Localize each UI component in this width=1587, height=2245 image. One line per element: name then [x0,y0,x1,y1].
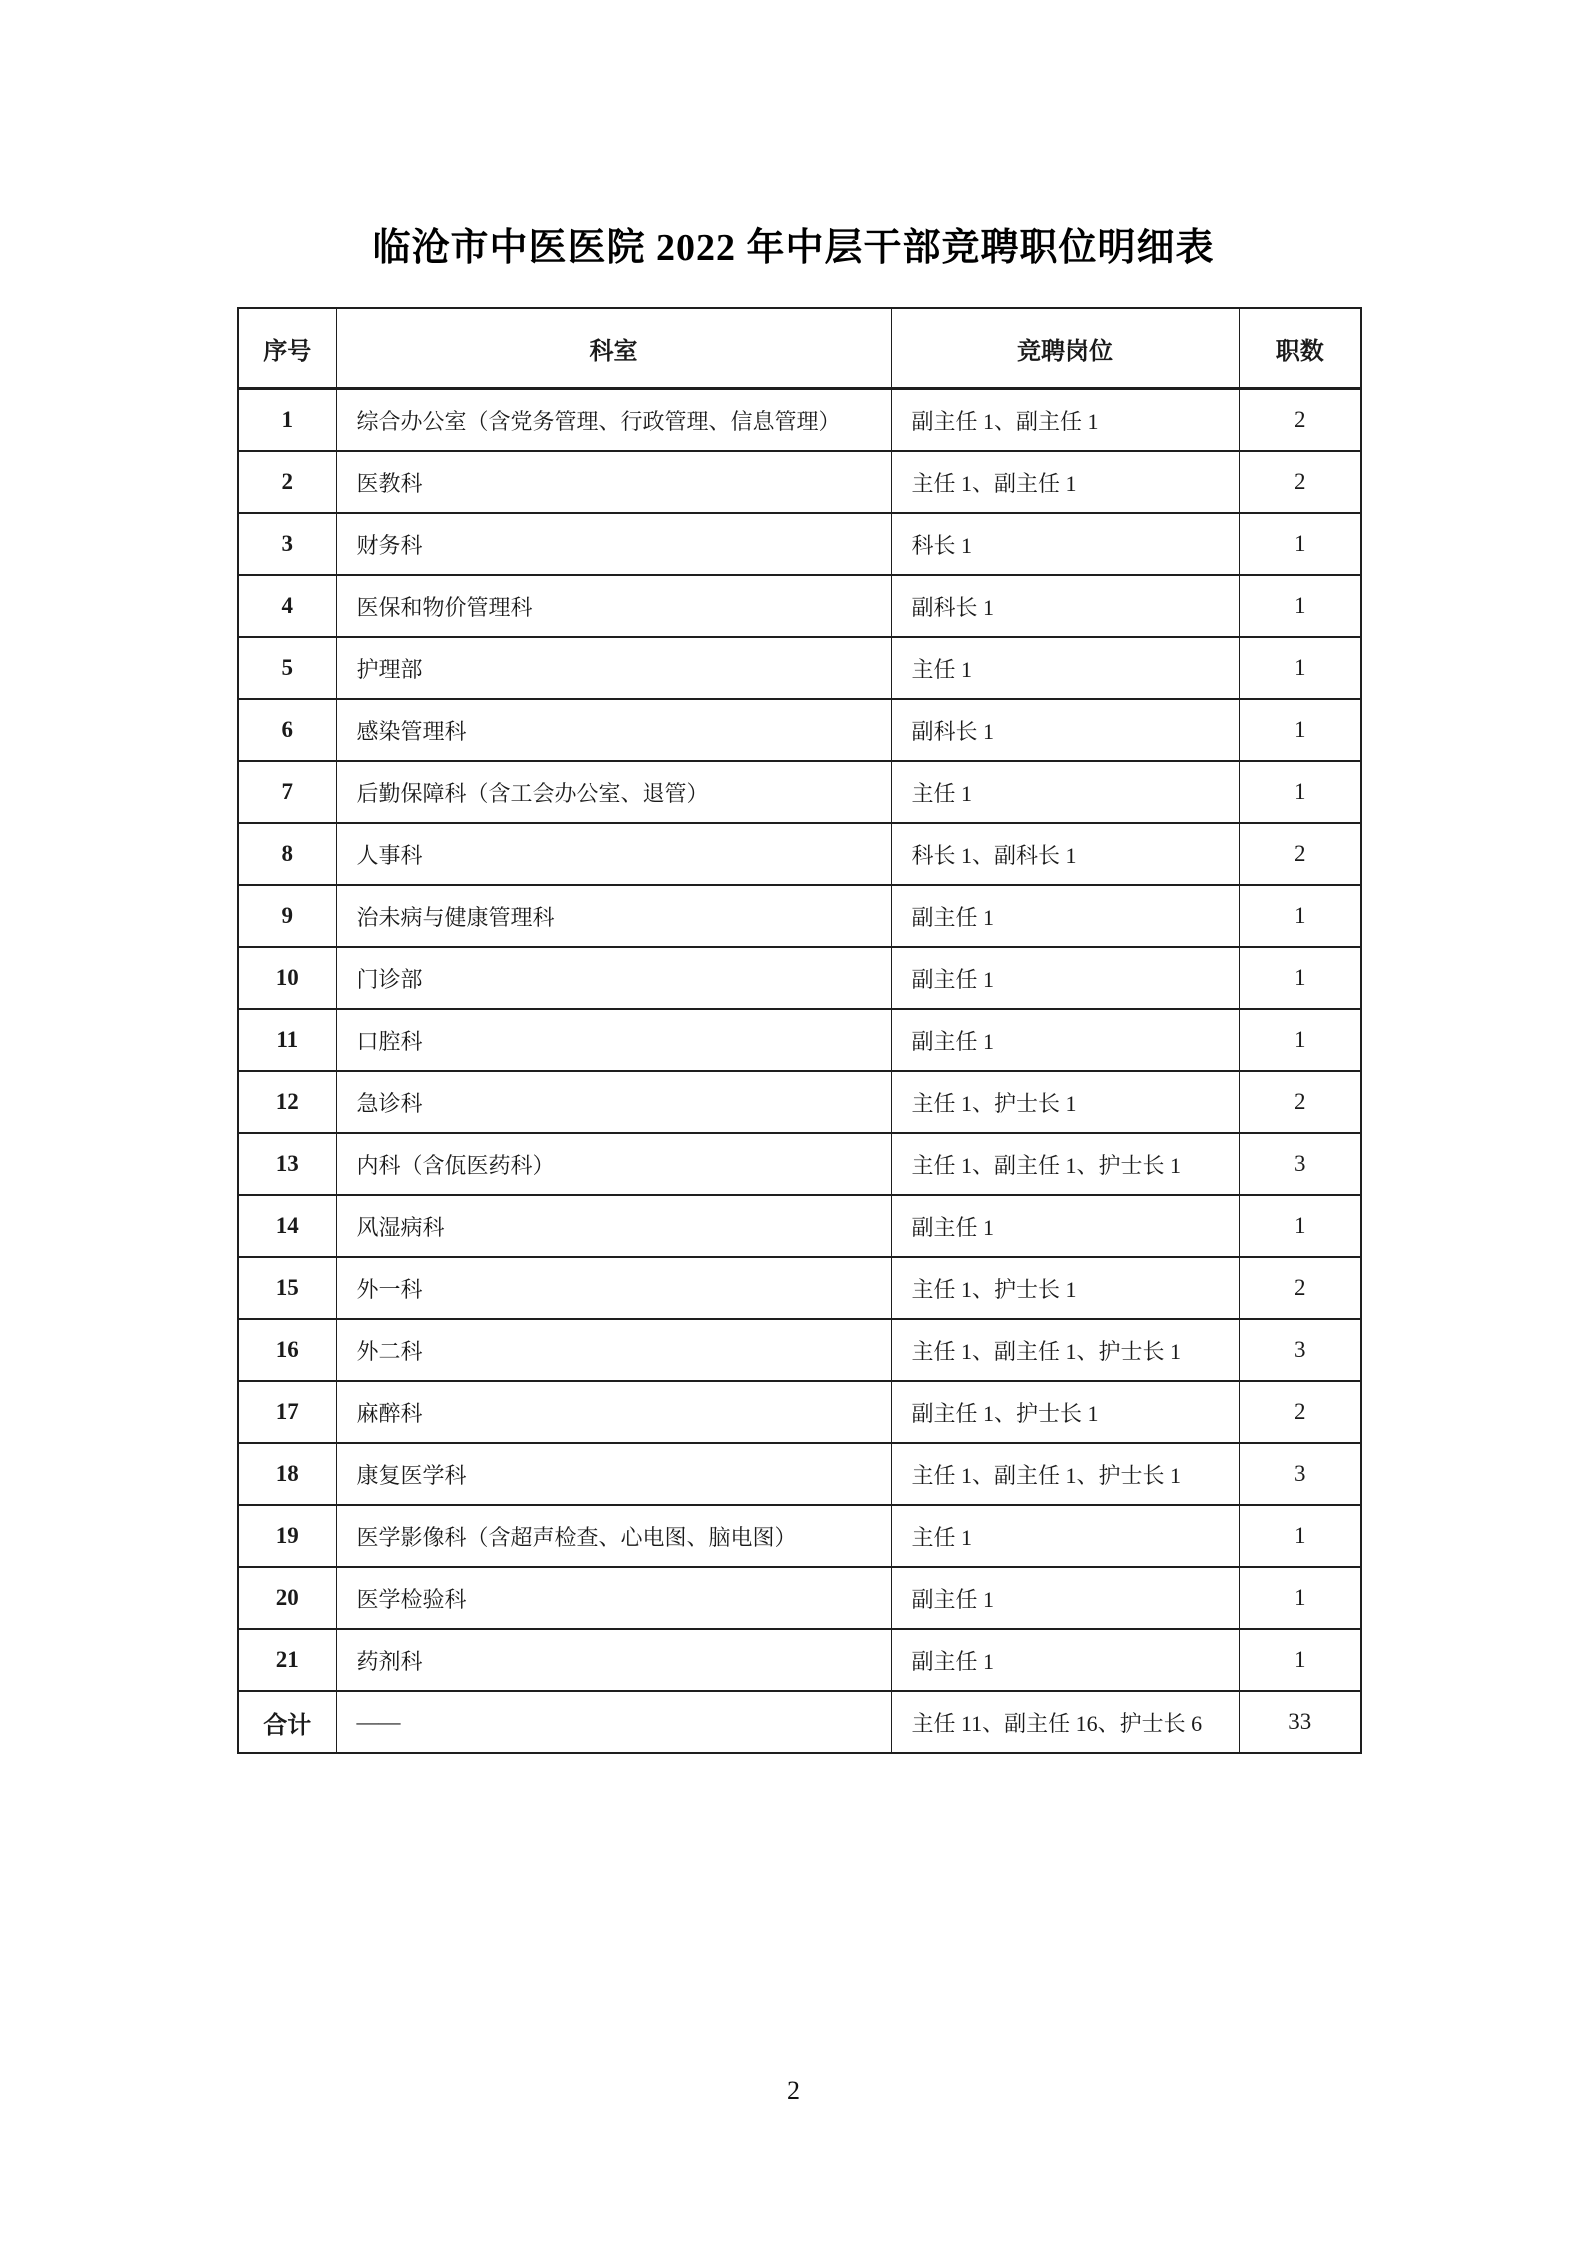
position-table [237,307,1362,1754]
cell-index: 1 [238,389,336,452]
cell-positions: 主任 1、副主任 1、护士长 1 [891,1133,1239,1195]
cell-positions: 主任 1、副主任 1、护士长 1 [891,1319,1239,1381]
table-row [238,513,1361,575]
cell-count: 2 [1239,1257,1361,1319]
cell-count: 1 [1239,575,1361,637]
table-row [238,1257,1361,1319]
cell-index: 5 [238,637,336,699]
table-body [238,389,1361,1754]
table-row [238,575,1361,637]
cell-positions: 副主任 1 [891,1195,1239,1257]
header-cell-department: 科室 [336,308,891,389]
cell-index: 6 [238,699,336,761]
page-title: 临沧市中医医院 2022 年中层干部竞聘职位明细表 [372,227,1215,269]
table-row [238,1381,1361,1443]
table-row [238,699,1361,761]
cell-index: 11 [238,1009,336,1071]
cell-department: 感染管理科 [336,699,891,761]
cell-index: 7 [238,761,336,823]
cell-count: 3 [1239,1133,1361,1195]
cell-positions: 科长 1、副科长 1 [891,823,1239,885]
cell-index: 合计 [238,1691,336,1753]
cell-positions: 主任 1、副主任 1、护士长 1 [891,1443,1239,1505]
cell-positions: 主任 1、护士长 1 [891,1257,1239,1319]
cell-positions: 副主任 1 [891,1629,1239,1691]
cell-count: 1 [1239,637,1361,699]
cell-positions: 副主任 1、副主任 1 [891,389,1239,452]
cell-positions: 主任 1、护士长 1 [891,1071,1239,1133]
table-row [238,947,1361,1009]
cell-index: 19 [238,1505,336,1567]
cell-count: 33 [1239,1691,1361,1753]
table-row [238,451,1361,513]
cell-index: 12 [238,1071,336,1133]
cell-count: 1 [1239,885,1361,947]
cell-count: 1 [1239,513,1361,575]
cell-department: 外二科 [336,1319,891,1381]
cell-department: 护理部 [336,637,891,699]
cell-index: 14 [238,1195,336,1257]
cell-index: 2 [238,451,336,513]
cell-department: 康复医学科 [336,1443,891,1505]
cell-index: 21 [238,1629,336,1691]
cell-department: 风湿病科 [336,1195,891,1257]
cell-count: 3 [1239,1319,1361,1381]
cell-department: 后勤保障科（含工会办公室、退管） [336,761,891,823]
cell-positions: 主任 1、副主任 1 [891,451,1239,513]
cell-index: 10 [238,947,336,1009]
cell-positions: 主任 11、副主任 16、护士长 6 [891,1691,1239,1753]
table-row [238,885,1361,947]
cell-count: 1 [1239,699,1361,761]
table-row [238,1567,1361,1629]
cell-positions: 科长 1 [891,513,1239,575]
cell-count: 1 [1239,1567,1361,1629]
cell-department: 口腔科 [336,1009,891,1071]
cell-positions: 副主任 1 [891,885,1239,947]
cell-count: 2 [1239,451,1361,513]
cell-count: 2 [1239,389,1361,452]
cell-index: 13 [238,1133,336,1195]
cell-count: 1 [1239,1629,1361,1691]
cell-count: 1 [1239,947,1361,1009]
table-row [238,823,1361,885]
cell-index: 9 [238,885,336,947]
table-row [238,1009,1361,1071]
cell-department: 治未病与健康管理科 [336,885,891,947]
cell-department: 外一科 [336,1257,891,1319]
cell-index: 17 [238,1381,336,1443]
cell-count: 3 [1239,1443,1361,1505]
table-row [238,1505,1361,1567]
table-row [238,1133,1361,1195]
table-row [238,1071,1361,1133]
cell-index: 20 [238,1567,336,1629]
header-cell-index: 序号 [238,308,336,389]
cell-department: 急诊科 [336,1071,891,1133]
cell-index: 15 [238,1257,336,1319]
table-row [238,637,1361,699]
cell-department: 内科（含佤医药科） [336,1133,891,1195]
page-number: 2 [787,2076,800,2105]
cell-positions: 副科长 1 [891,575,1239,637]
table-row [238,761,1361,823]
cell-department: 医保和物价管理科 [336,575,891,637]
cell-index: 8 [238,823,336,885]
cell-positions: 副科长 1 [891,699,1239,761]
cell-department: —— [336,1691,891,1753]
cell-department: 药剂科 [336,1629,891,1691]
cell-positions: 副主任 1、护士长 1 [891,1381,1239,1443]
cell-index: 3 [238,513,336,575]
cell-department: 综合办公室（含党务管理、行政管理、信息管理） [336,389,891,452]
cell-positions: 主任 1 [891,637,1239,699]
cell-count: 1 [1239,1009,1361,1071]
cell-positions: 副主任 1 [891,947,1239,1009]
table-row [238,1443,1361,1505]
cell-index: 16 [238,1319,336,1381]
table-row [238,1319,1361,1381]
cell-department: 人事科 [336,823,891,885]
cell-count: 1 [1239,1505,1361,1567]
cell-count: 2 [1239,1381,1361,1443]
cell-count: 2 [1239,1071,1361,1133]
cell-positions: 主任 1 [891,761,1239,823]
header-cell-count: 职数 [1239,308,1361,389]
cell-index: 18 [238,1443,336,1505]
table-row [238,1691,1361,1753]
cell-count: 1 [1239,1195,1361,1257]
cell-count: 2 [1239,823,1361,885]
table-header-row [238,308,1361,389]
cell-department: 门诊部 [336,947,891,1009]
table-row [238,1195,1361,1257]
cell-positions: 副主任 1 [891,1567,1239,1629]
cell-count: 1 [1239,761,1361,823]
cell-positions: 副主任 1 [891,1009,1239,1071]
cell-department: 麻醉科 [336,1381,891,1443]
cell-positions: 主任 1 [891,1505,1239,1567]
cell-department: 医学检验科 [336,1567,891,1629]
cell-department: 医学影像科（含超声检查、心电图、脑电图） [336,1505,891,1567]
cell-department: 财务科 [336,513,891,575]
cell-department: 医教科 [336,451,891,513]
table-row [238,1629,1361,1691]
header-cell-positions: 竞聘岗位 [891,308,1239,389]
cell-index: 4 [238,575,336,637]
table-row [238,389,1361,452]
